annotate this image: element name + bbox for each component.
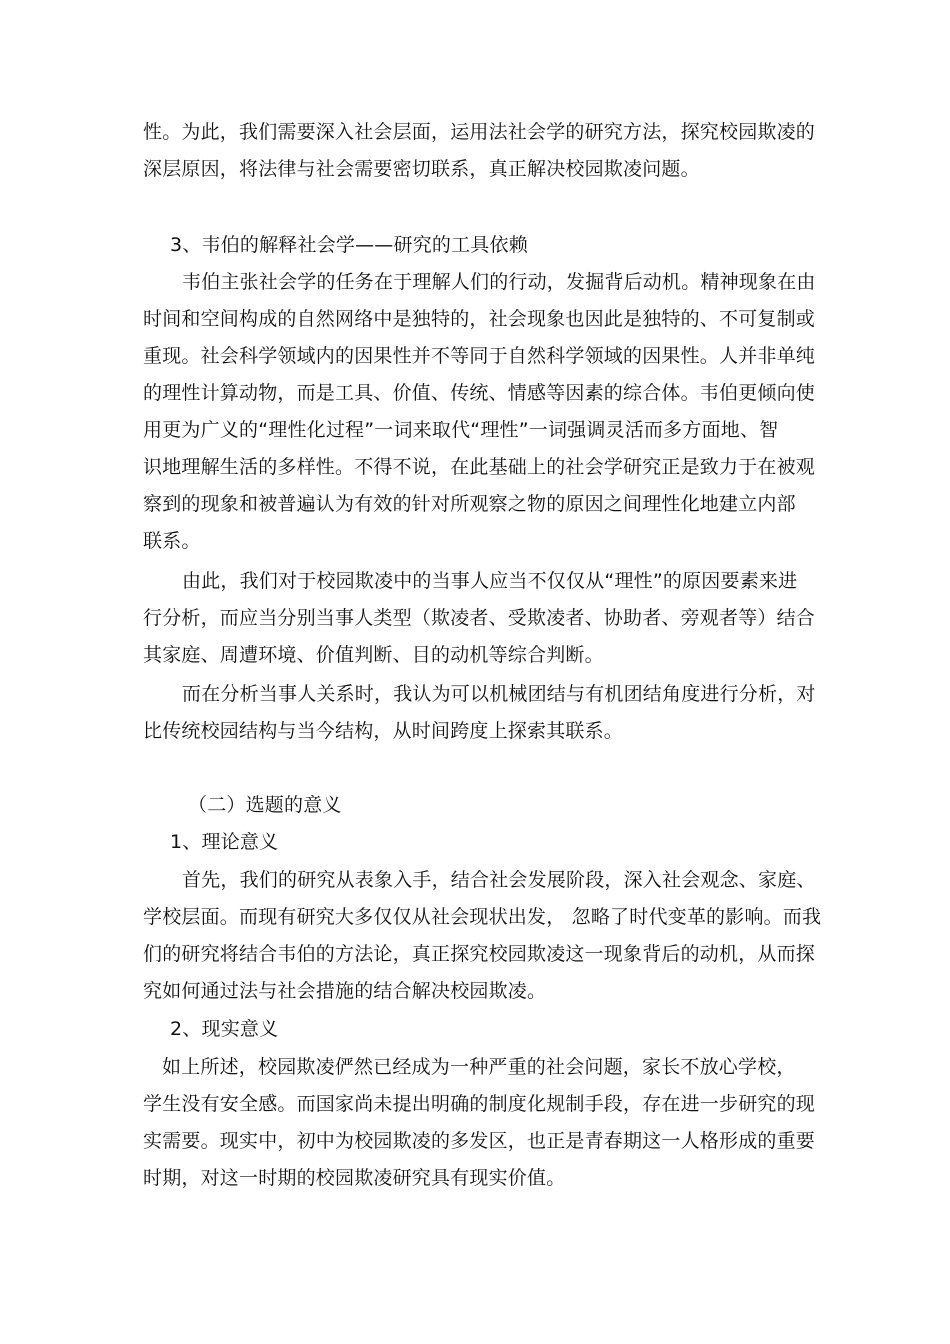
paragraph-line: 时期，对这一时期的校园欺凌研究具有现实价值。: [143, 1167, 566, 1189]
paragraph-line: 学校层面。而现有研究大多仅仅从社会现状出发， 忽略了时代变革的影响。而我: [143, 906, 822, 928]
subsection-heading: 1、理论意义: [170, 831, 279, 853]
paragraph-line: 究如何通过法与社会措施的结合解决校园欺凌。: [143, 980, 547, 1002]
paragraph-line: 实需要。现实中，初中为校园欺凌的多发区，也正是青春期这一人格形成的重要: [143, 1130, 816, 1152]
paragraph-line: 联系。: [143, 530, 201, 552]
paragraph-line: 其家庭、周遭环境、价值判断、目的动机等综合判断。: [143, 644, 604, 666]
paragraph-line: 学生没有安全感。而国家尚未提出明确的制度化规制手段，存在进一步研究的现: [143, 1093, 816, 1115]
section-heading: 3、韦伯的解释社会学——研究的工具依赖: [170, 234, 528, 256]
paragraph-line: 识地理解生活的多样性。不得不说，在此基础上的社会学研究正是致力于在被观: [143, 456, 816, 478]
paragraph-line: 重现。社会科学领域内的因果性并不等同于自然科学领域的因果性。人并非单纯: [143, 345, 816, 367]
paragraph-line: 深层原因，将法律与社会需要密切联系，真正解决校园欺凌问题。: [143, 158, 700, 180]
paragraph-line: 比传统校园结构与当今结构，从时间跨度上探索其联系。: [143, 720, 624, 742]
paragraph-line: 韦伯主张社会学的任务在于理解人们的行动，发掘背后动机。精神现象在由: [182, 271, 816, 293]
paragraph-line: 察到的现象和被普遍认为有效的针对所观察之物的原因之间理性化地建立内部: [143, 493, 796, 515]
paragraph-line: 时间和空间构成的自然网络中是独特的，社会现象也因此是独特的、不可复制或: [143, 308, 816, 330]
paragraph-line: 行分析，而应当分别当事人类型（欺凌者、受欺凌者、协助者、旁观者等）结合: [143, 607, 816, 629]
paragraph-line: 的理性计算动物，而是工具、价值、传统、情感等因素的综合体。韦伯更倾向使: [143, 382, 816, 404]
subsection-heading: 2、现实意义: [170, 1018, 279, 1040]
paragraph-line: 由此，我们对于校园欺凌中的当事人应当不仅仅从“理性”的原因要素来进: [182, 570, 798, 592]
paragraph-line: 如上所述，校园欺凌俨然已经成为一种严重的社会问题，家长不放心学校，: [162, 1056, 796, 1078]
paragraph-line: 们的研究将结合韦伯的方法论，真正探究校园欺凌这一现象背后的动机，从而探: [143, 943, 816, 965]
paragraph-line: 性。为此，我们需要深入社会层面，运用法社会学的研究方法，探究校园欺凌的: [143, 121, 816, 143]
paragraph-line: 用更为广义的“理性化过程”一词来取代“理性”一词强调灵活而多方面地、智: [143, 419, 779, 441]
paragraph-line: 而在分析当事人关系时，我认为可以机械团结与有机团结角度进行分析，对: [182, 683, 816, 705]
section-heading: （二）选题的意义: [188, 794, 342, 816]
paragraph-line: 首先，我们的研究从表象入手，结合社会发展阶段，深入社会观念、家庭、: [182, 869, 816, 891]
